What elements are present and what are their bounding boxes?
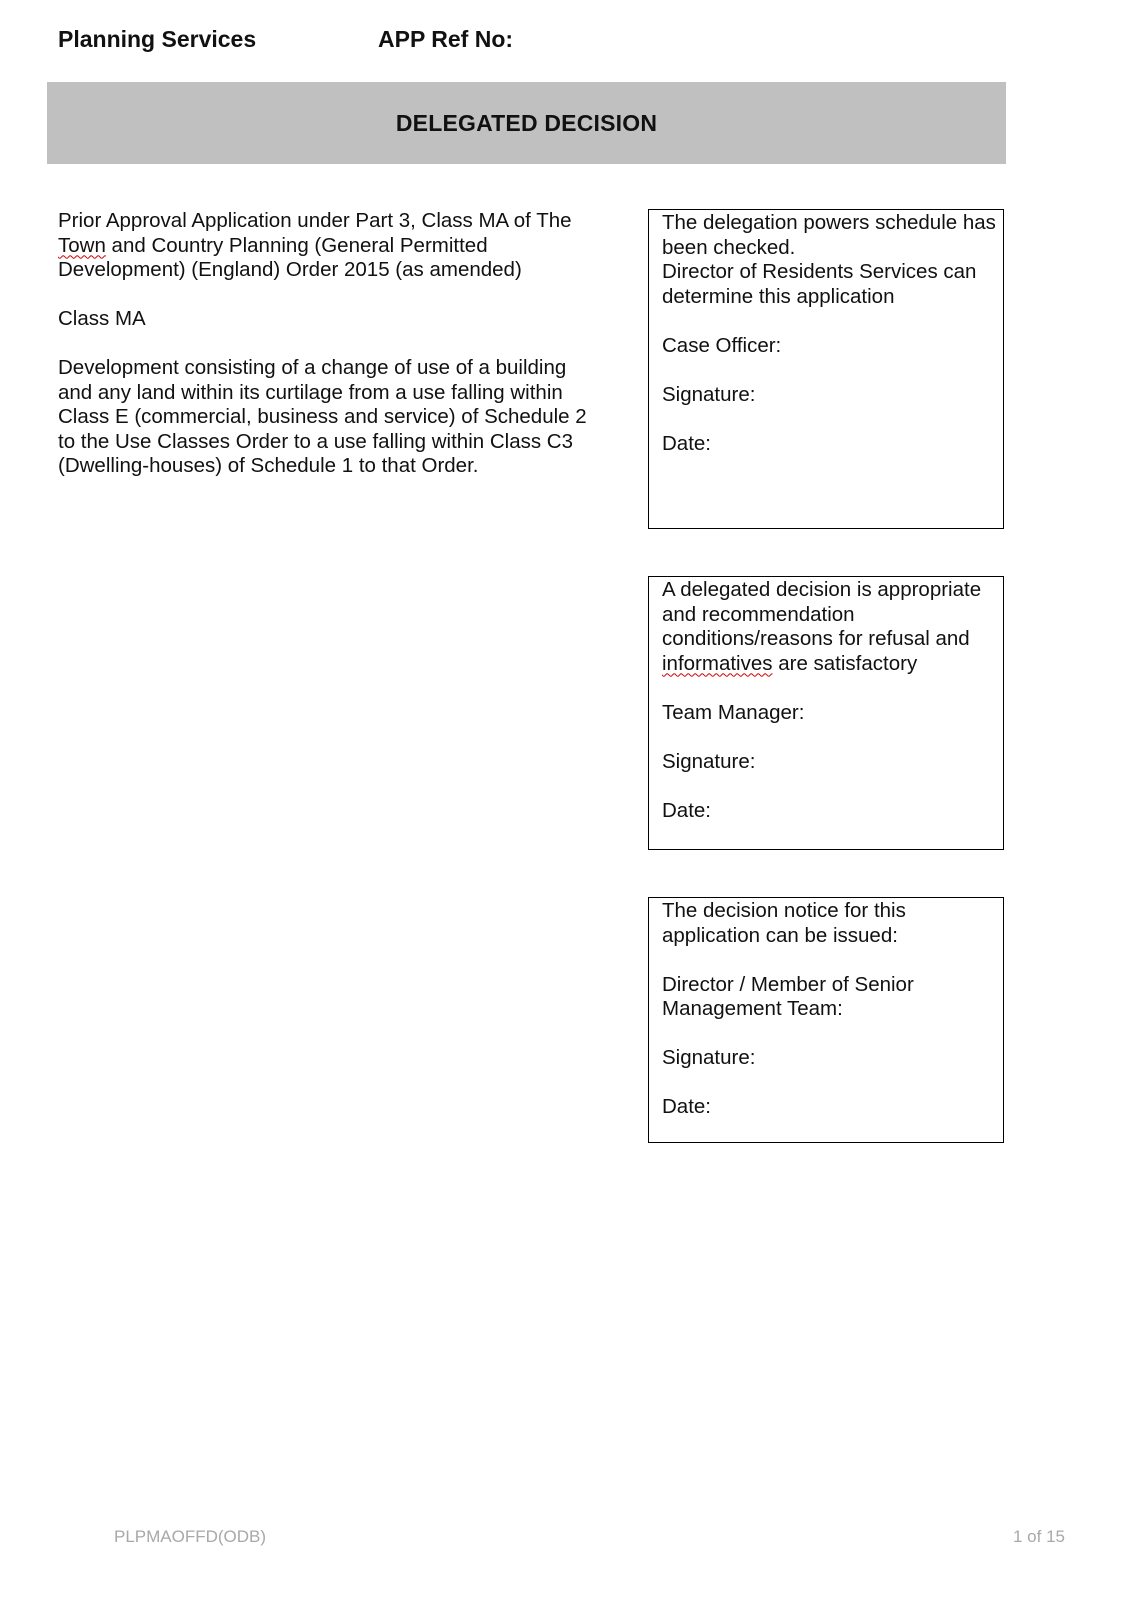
case-officer-date-label: Date: bbox=[662, 431, 711, 455]
team-manager-date-label: Date: bbox=[662, 798, 711, 822]
class-label: Class MA bbox=[58, 307, 146, 330]
case-officer-label: Case Officer: bbox=[662, 333, 782, 357]
director-determine-line: Director of Residents Services can determine this application bbox=[662, 260, 977, 308]
delegated-decision-text bbox=[662, 578, 997, 676]
team-manager-box bbox=[648, 576, 1004, 850]
director-date-label: Date: bbox=[662, 1095, 711, 1118]
case-officer-signature-label: Signature: bbox=[662, 382, 756, 406]
director-box bbox=[648, 897, 1004, 1143]
intro-text-end: and Country Planning (General Permitted Development) (England) Order 2015 (as amended) bbox=[58, 233, 522, 281]
manager-text-start: A delegated decision is appropriate and recommendation conditions/reasons for refusal and bbox=[662, 578, 982, 650]
department-title: Planning Services bbox=[58, 26, 257, 52]
intro-text-start: Prior Approval Application under Part 3, Class MA of The bbox=[58, 209, 572, 232]
decision-notice-text: The decision notice for this application can be issued: bbox=[662, 899, 906, 947]
application-description bbox=[58, 209, 598, 503]
case-officer-box bbox=[648, 209, 1004, 529]
footer-document-code: PLPMAOFFD(ODB) bbox=[114, 1527, 267, 1546]
team-manager-label: Team Manager: bbox=[662, 700, 805, 724]
spellcheck-flagged-word: Town bbox=[58, 233, 106, 257]
delegation-check-text bbox=[662, 211, 997, 309]
spellcheck-flagged-word: informatives bbox=[662, 651, 773, 675]
director-signature-label: Signature: bbox=[662, 1046, 756, 1069]
decision-banner bbox=[47, 82, 1006, 164]
banner-title: DELEGATED DECISION bbox=[395, 109, 658, 136]
footer-page-number: 1 of 15 bbox=[1013, 1527, 1065, 1546]
application-intro bbox=[58, 209, 598, 283]
team-manager-signature-label: Signature: bbox=[662, 749, 756, 773]
manager-text-end: are satisfactory bbox=[772, 651, 918, 675]
director-label: Director / Member of Senior Management Team: bbox=[662, 972, 914, 1020]
schedule-checked-line: The delegation powers schedule has been checked. bbox=[662, 211, 996, 259]
app-ref-label: APP Ref No: bbox=[378, 26, 514, 52]
development-description: Development consisting of a change of use of a building and any land within its curtilage from a use falling within Class E (commercial, business and service) of Schedule 2 to the Use Classes Order to a use falling within Class C3 (Dwelling-houses) of Schedule 1 to that Order. bbox=[58, 356, 587, 477]
